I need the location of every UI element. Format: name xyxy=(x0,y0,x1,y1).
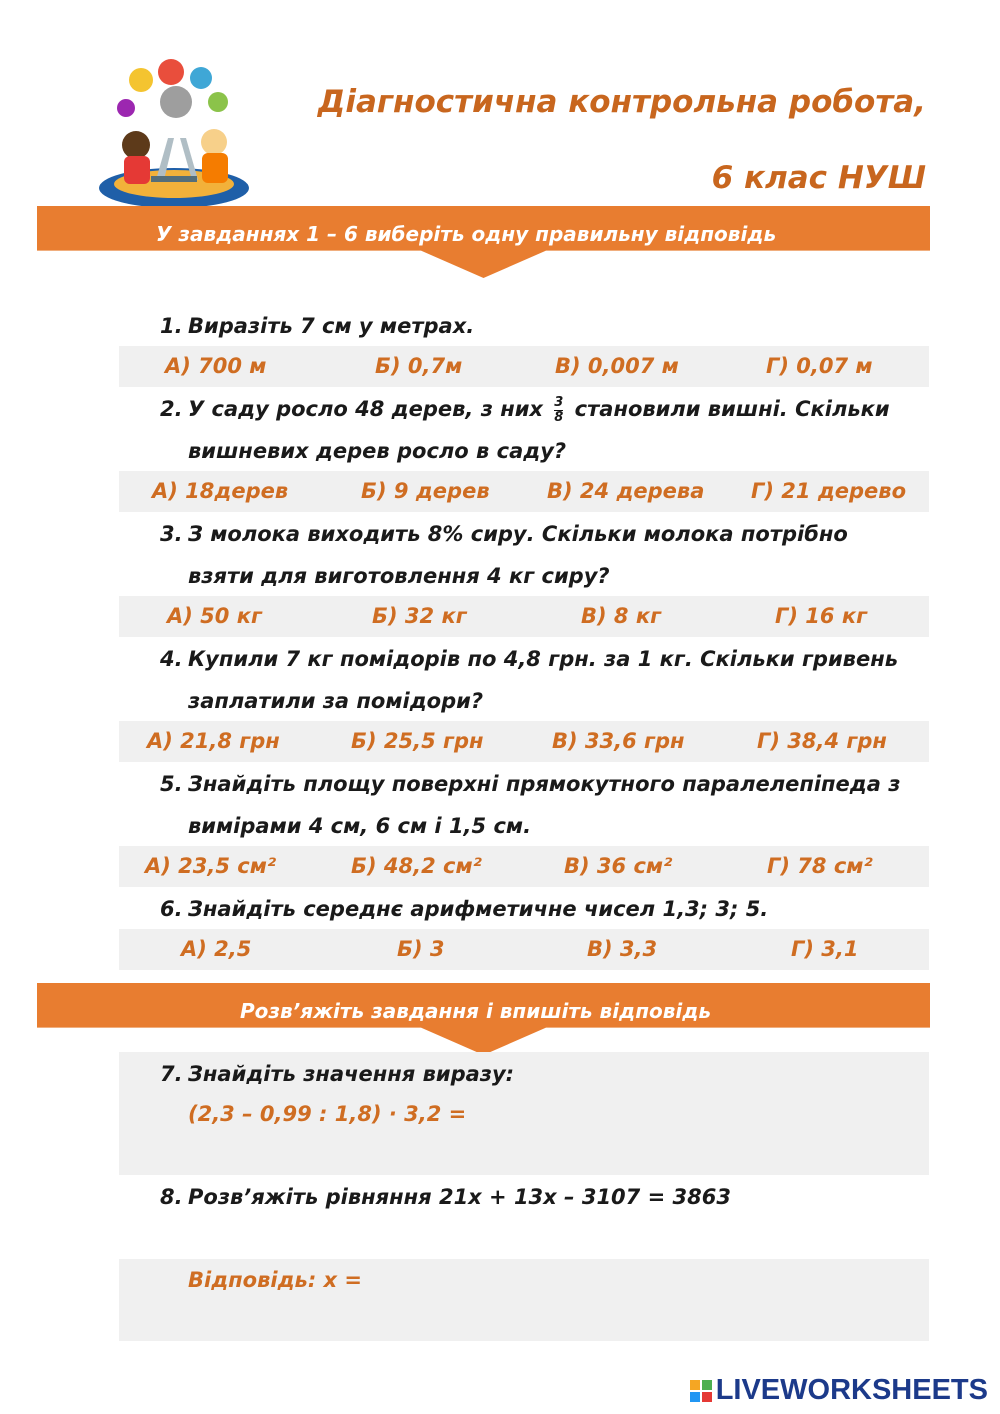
question-3 xyxy=(160,513,848,555)
question-text-cont: заплатили за помідори? xyxy=(188,689,484,713)
question-text: Знайдіть середнє арифметичне чисел 1,3; 3; 5. xyxy=(188,897,769,921)
q8-answer-label: Відповідь: x = xyxy=(188,1268,362,1292)
question-text: Купили 7 кг помідорів по 4,8 грн. за 1 кг. Скільки гривень xyxy=(188,647,898,671)
options-row-2 xyxy=(119,471,929,512)
question-number: 6. xyxy=(160,897,183,921)
question-5-cont xyxy=(160,805,531,847)
option-a[interactable]: А) 21,8 грн xyxy=(147,729,280,753)
option-a[interactable]: А) 23,5 см² xyxy=(145,854,277,878)
page-title-line2: 6 клас НУШ xyxy=(711,160,926,196)
question-7 xyxy=(160,1053,514,1095)
option-b[interactable]: Б) 32 кг xyxy=(372,604,467,628)
question-number: 8. xyxy=(160,1185,183,1209)
options-row-4 xyxy=(119,721,929,762)
question-number: 2. xyxy=(160,397,183,421)
question-text-before: У саду росло 48 дерев, з них xyxy=(188,397,543,421)
q7-answer-input[interactable] xyxy=(510,1098,890,1132)
question-text-cont: взяти для виготовлення 4 кг сиру? xyxy=(188,564,610,588)
option-d[interactable]: Г) 21 дерево xyxy=(751,479,907,503)
question-text: Виразіть 7 см у метрах. xyxy=(188,314,475,338)
question-text: Знайдіть площу поверхні прямокутного паралелепіпеда з xyxy=(188,772,901,796)
fraction-denominator: 8 xyxy=(554,409,564,425)
fraction xyxy=(554,396,563,425)
options-row-1 xyxy=(119,346,929,387)
option-a[interactable]: А) 18дерев xyxy=(152,479,289,503)
option-c[interactable]: В) 24 дерева xyxy=(547,479,705,503)
option-a[interactable]: А) 50 кг xyxy=(167,604,262,628)
q8-answer-input[interactable] xyxy=(360,1264,760,1298)
page-title-line1: Діагностична контрольна робота, xyxy=(317,84,926,120)
question-5 xyxy=(160,763,900,805)
fraction-numerator: 3 xyxy=(554,394,564,410)
option-c[interactable]: В) 36 см² xyxy=(564,854,673,878)
question-6 xyxy=(160,888,768,930)
option-d[interactable]: Г) 38,4 грн xyxy=(757,729,887,753)
option-b[interactable]: Б) 25,5 грн xyxy=(351,729,484,753)
option-b[interactable]: Б) 48,2 см² xyxy=(351,854,482,878)
question-2-cont xyxy=(160,430,566,472)
question-1 xyxy=(160,305,474,347)
question-text-cont: вишневих дерев росло в саду? xyxy=(188,439,567,463)
options-row-5 xyxy=(119,846,929,887)
option-b[interactable]: Б) 9 дерев xyxy=(361,479,490,503)
section2-banner-text: Розв’яжіть завдання і впишіть відповідь xyxy=(240,999,712,1023)
liveworksheets-logo xyxy=(690,1374,988,1407)
question-number: 5. xyxy=(160,772,183,796)
question-number: 4. xyxy=(160,647,183,671)
question-text: Знайдіть значення виразу: xyxy=(188,1062,515,1086)
q7-expression: (2,3 – 0,99 : 1,8) · 3,2 = xyxy=(188,1102,467,1126)
option-d[interactable]: Г) 3,1 xyxy=(791,937,859,961)
liveworksheets-mark-icon xyxy=(690,1380,712,1402)
question-number: 1. xyxy=(160,314,183,338)
question-2 xyxy=(160,388,890,430)
question-3-cont xyxy=(160,555,610,597)
question-4-cont xyxy=(160,680,483,722)
question-text-cont: вимірами 4 см, 6 см і 1,5 см. xyxy=(188,814,532,838)
option-a[interactable]: А) 2,5 xyxy=(181,937,252,961)
question-4 xyxy=(160,638,898,680)
option-c[interactable]: В) 3,3 xyxy=(587,937,658,961)
option-c[interactable]: В) 0,007 м xyxy=(555,354,679,378)
question-number: 3. xyxy=(160,522,183,546)
option-d[interactable]: Г) 78 см² xyxy=(767,854,873,878)
option-d[interactable]: Г) 16 кг xyxy=(775,604,868,628)
question-text: З молока виходить 8% сиру. Скільки молока потрібно xyxy=(188,522,848,546)
option-c[interactable]: В) 8 кг xyxy=(581,604,662,628)
section1-banner-text: У завданнях 1 – 6 виберіть одну правильну відповідь xyxy=(156,222,777,246)
kids-laptop-illustration-icon xyxy=(96,50,252,210)
option-a[interactable]: А) 700 м xyxy=(165,354,267,378)
option-b[interactable]: Б) 0,7м xyxy=(375,354,463,378)
option-c[interactable]: В) 33,6 грн xyxy=(552,729,685,753)
logo-text: LIVEWORKSHEETS xyxy=(715,1374,988,1406)
question-8 xyxy=(160,1176,731,1218)
options-row-3 xyxy=(119,596,929,637)
header-illustration xyxy=(96,50,252,210)
question-text-after: становили вишні. Скільки xyxy=(574,397,890,421)
option-d[interactable]: Г) 0,07 м xyxy=(766,354,873,378)
question-number: 7. xyxy=(160,1062,183,1086)
option-b[interactable]: Б) 3 xyxy=(397,937,445,961)
options-row-6 xyxy=(119,929,929,970)
question-text: Розв’яжіть рівняння 21x + 13x – 3107 = 3863 xyxy=(188,1185,731,1209)
